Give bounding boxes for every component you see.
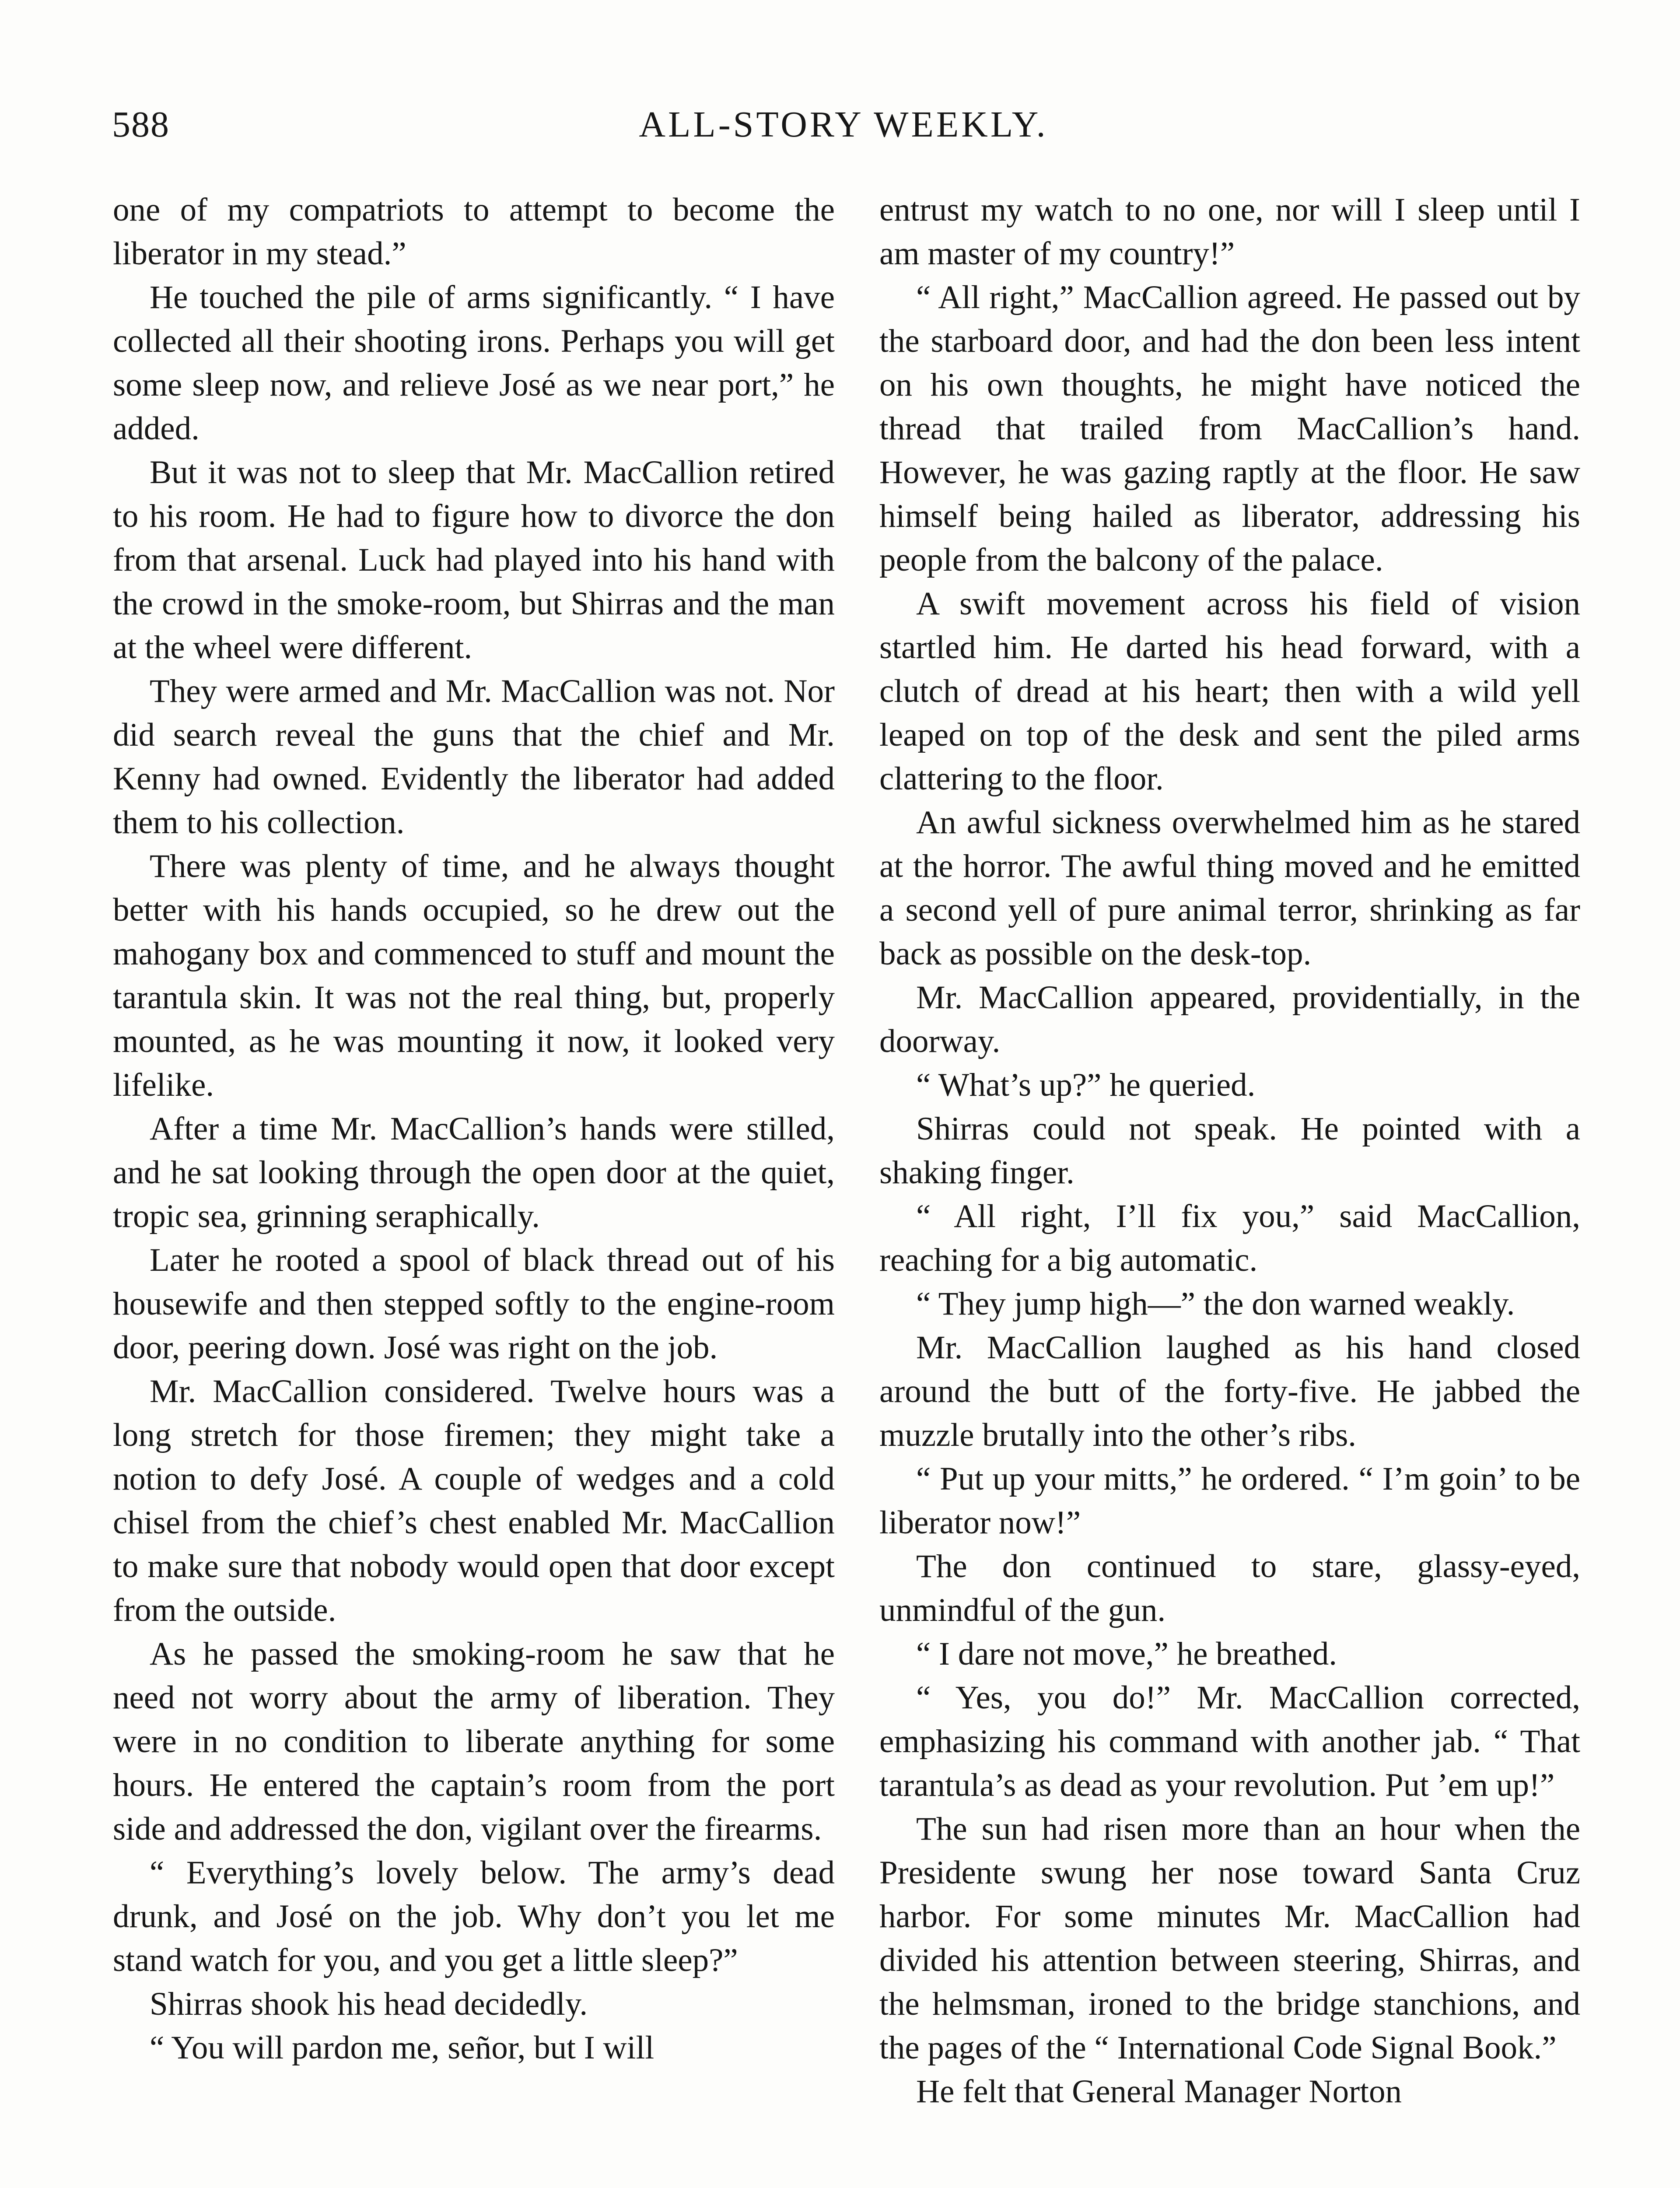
paragraph: “ Everything’s lovely below. The army’s dead drunk, and José on the job. Why don’t you let me stand watch for you, and you get a little sleep?” <box>113 1855 835 1978</box>
paragraph: A swift movement across his field of vision startled him. He darted his head forward, with a clutch of dread at his heart; then with a wild yell leaped on top of the desk and sent the piled arms clattering to the floor. <box>879 586 1580 797</box>
paragraph: The sun had risen more than an hour when the Presidente swung her nose toward Santa Cruz harbor. For some minutes Mr. MacCallion had divided his attention between steering, Shirras, and the helmsman, ironed to the bridge stanchions, and the pages of the “ International Code Signal Book.” <box>879 1811 1580 2066</box>
paragraph: “ What’s up?” he queried. <box>916 1067 1256 1103</box>
paragraph: As he passed the smoking-room he saw that he need not worry about the army of liberation. They were in no condition to liberate anything for some hours. He entered the captain’s room from the port side and addressed the don, vigilant over the firearms. <box>113 1636 835 1847</box>
text-column-left <box>113 188 835 2070</box>
running-header <box>112 103 1575 151</box>
paragraph: Mr. MacCallion laughed as his hand closed around the butt of the forty-five. He jabbed the muzzle brutally into the other’s ribs. <box>879 1329 1580 1453</box>
running-title: ALL-STORY WEEKLY. <box>639 104 1048 145</box>
paragraph: There was plenty of time, and he always thought better with his hands occupied, so he drew out the mahogany box and commenced to stuff and mount the tarantula skin. It was not the real thing, but, properly mounted, as he was mounting it now, it looked very lifelike. <box>113 848 835 1103</box>
paragraph: An awful sickness overwhelmed him as he stared at the horror. The awful thing moved and he emitted a second yell of pure animal terror, shrinking as far back as possible on the desk-top. <box>879 804 1580 972</box>
paragraph: They were armed and Mr. MacCallion was not. Nor did search reveal the guns that the chief and Mr. Kenny had owned. Evidently the liberator had added them to his collection. <box>113 673 835 841</box>
paragraph: “ They jump high—” the don warned weakly. <box>916 1286 1515 1322</box>
paragraph: Shirras could not speak. He pointed with a shaking finger. <box>879 1111 1580 1191</box>
paragraph: “ I dare not move,” he breathed. <box>916 1636 1337 1672</box>
paragraph: “ All right, I’ll fix you,” said MacCallion, reaching for a big automatic. <box>879 1198 1580 1278</box>
paragraph: Later he rooted a spool of black thread out of his housewife and then stepped softly to the engine-room door, peering down. José was right on the job. <box>113 1242 835 1366</box>
paragraph: entrust my watch to no one, nor will I sleep until I am master of my country!” <box>879 192 1580 272</box>
paragraph: “ Put up your mitts,” he ordered. “ I’m goin’ to be liberator now!” <box>879 1461 1580 1541</box>
paragraph: “ All right,” MacCallion agreed. He passed out by the starboard door, and had the don been less intent on his own thoughts, he might have noticed the thread that trailed from MacCallion’s hand. However, he was gazing raptly at the floor. He saw himself being hailed as liberator, addressing his people from the balcony of the palace. <box>879 279 1580 578</box>
paragraph: Shirras shook his head decidedly. <box>150 1986 588 2022</box>
paragraph: He touched the pile of arms significantly. “ I have collected all their shooting irons. Perhaps you will get some sleep now, and relieve José as we near port,” he added. <box>113 279 835 447</box>
paragraph: But it was not to sleep that Mr. MacCallion retired to his room. He had to figure how to divorce the don from that arsenal. Luck had played into his hand with the crowd in the smoke-room, but Shirras and the man at the wheel were different. <box>113 454 835 666</box>
paragraph: “ Yes, you do!” Mr. MacCallion corrected, emphasizing his command with another jab. “ That tarantula’s as dead as your revolution. Put ’em up!” <box>879 1680 1580 1803</box>
paragraph: He felt that General Manager Norton <box>916 2073 1402 2110</box>
text-column-right <box>879 188 1580 2114</box>
paragraph: The don continued to stare, glassy-eyed, unmindful of the gun. <box>879 1548 1580 1628</box>
paragraph: Mr. MacCallion considered. Twelve hours was a long stretch for those firemen; they might take a notion to defy José. A couple of wedges and a cold chisel from the chief’s chest enabled Mr. MacCallion to make sure that nobody would open that door except from the outside. <box>113 1373 835 1628</box>
page-number: 588 <box>112 104 170 145</box>
paragraph: After a time Mr. MacCallion’s hands were stilled, and he sat looking through the open door at the quiet, tropic sea, grinning seraphically. <box>113 1111 835 1234</box>
paragraph: Mr. MacCallion appeared, providentially, in the doorway. <box>879 979 1580 1059</box>
paragraph: “ You will pardon me, señor, but I will <box>150 2030 654 2066</box>
paragraph: one of my compatriots to attempt to become the liberator in my stead.” <box>113 192 835 272</box>
